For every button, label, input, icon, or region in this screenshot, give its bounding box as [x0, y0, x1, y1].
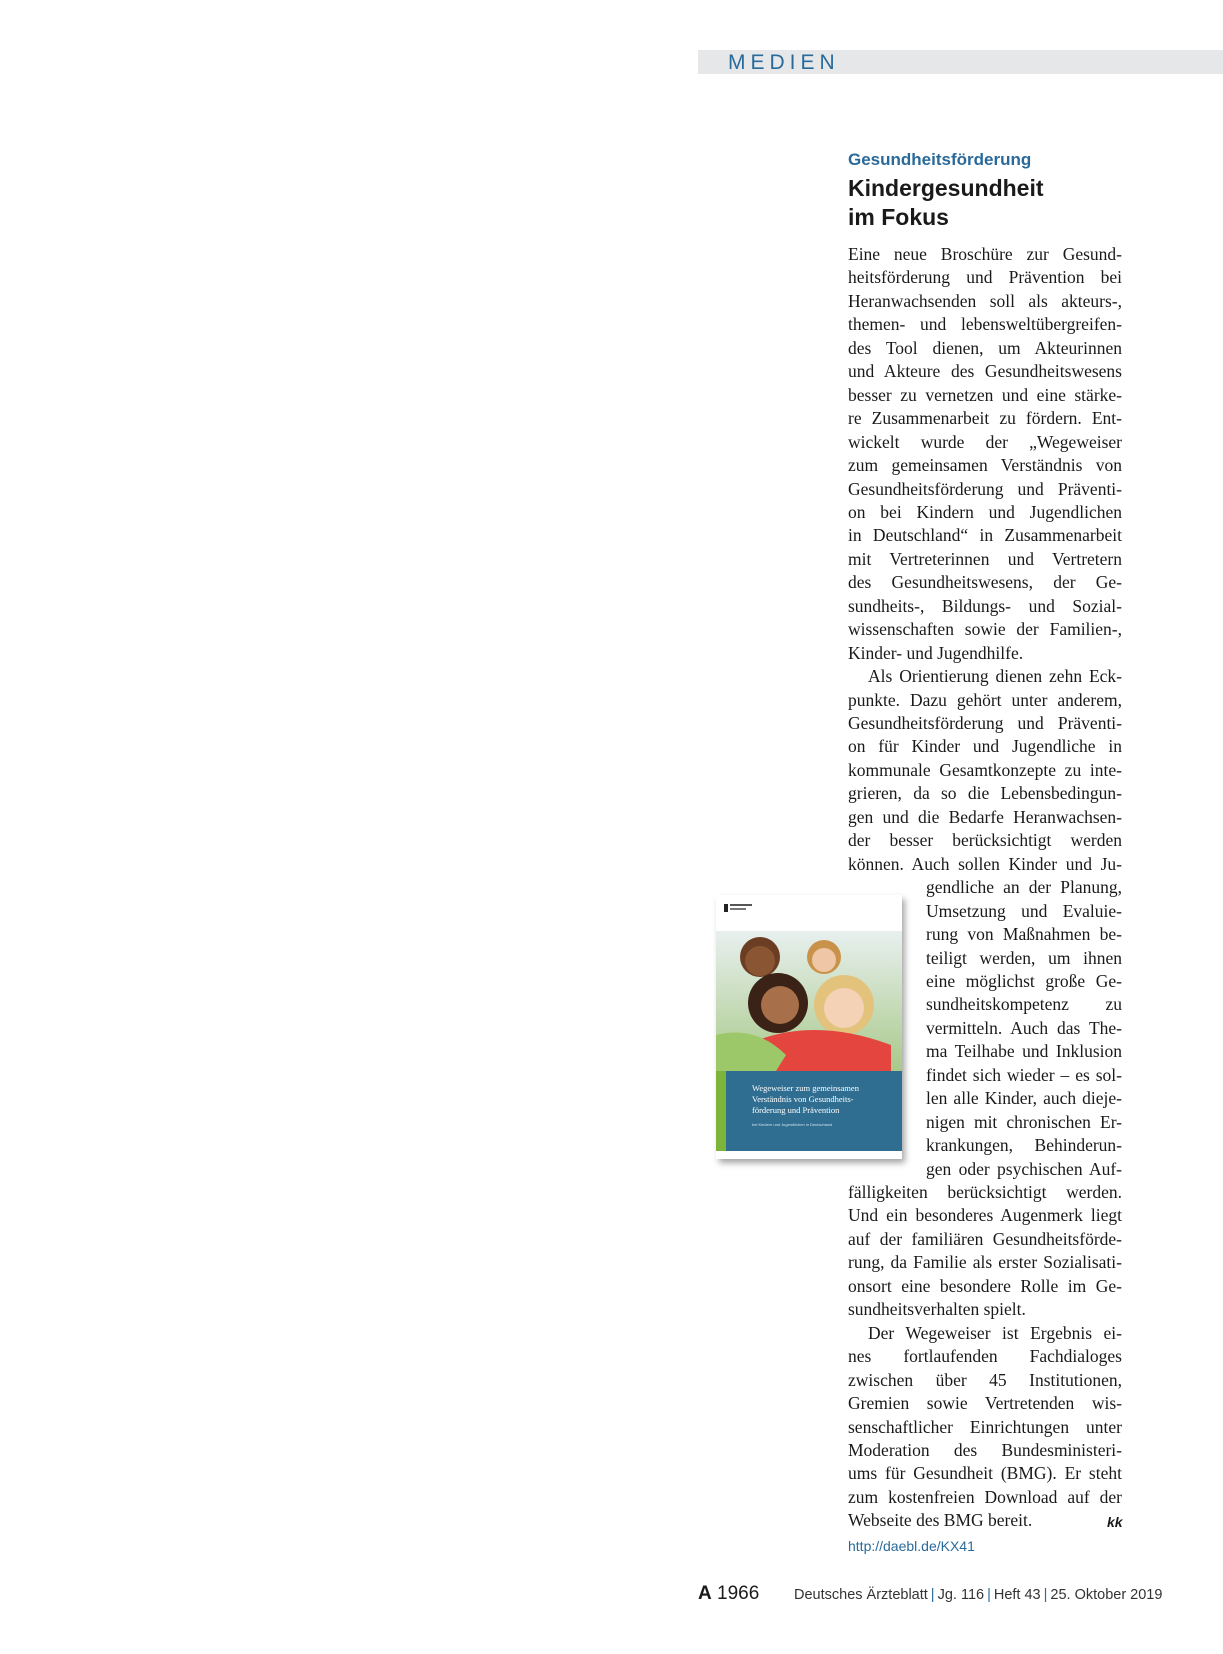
body-text-line: zwischen über 45 Institutionen,	[848, 1369, 1122, 1390]
body-text-line: nigen mit chronischen Er-	[926, 1111, 1122, 1132]
brochure-subtitle: bei Kindern und Jugendlichen in Deutschland	[752, 1122, 833, 1127]
body-text-line: Moderation des Bundesministeri-	[848, 1439, 1122, 1460]
body-text-line: und Akteure des Gesundheitswesens	[848, 361, 1122, 382]
body-text-line: teiligt werden, um ihnen	[926, 947, 1122, 968]
body-text-line: Gesundheitsförderung und Präventi-	[848, 713, 1122, 733]
body-text-line: gen und die Bedarfe Heranwachsen-	[848, 806, 1122, 827]
body-text-line: rung von Maßnahmen be-	[926, 924, 1122, 945]
body-text-line: senschaftlicher Einrichtungen unter	[848, 1416, 1122, 1437]
body-text-line: fälligkeiten berücksichtigt werden.	[848, 1182, 1122, 1202]
body-text-line: themen- und lebensweltübergreifen-	[848, 314, 1122, 335]
article-kicker: Gesundheitsförderung	[848, 150, 1032, 169]
headline-line: Kindergesundheit	[848, 175, 1044, 201]
body-text-line: besser zu vernetzen und eine stärke-	[848, 384, 1122, 405]
body-text-line: der besser berücksichtigt werden	[848, 830, 1122, 851]
body-text-line: sundheits-, Bildungs- und Sozial-	[848, 595, 1122, 616]
article-headline	[848, 174, 1044, 232]
body-text-line: Kinder- und Jugendhilfe.	[848, 642, 1024, 663]
body-text-line: sundheitskompetenz zu	[926, 994, 1122, 1015]
body-text-line: können. Auch sollen Kinder und Ju-	[848, 853, 1122, 874]
body-text-line: mit Vertreterinnen und Vertretern	[848, 548, 1122, 569]
body-text-line: nes fortlaufenden Fachdialoges	[848, 1346, 1122, 1367]
body-text-line: des Gesundheitswesens, der Ge-	[848, 572, 1122, 593]
body-text-line: heitsförderung und Prävention bei	[848, 267, 1122, 288]
body-text-line: wissenschaften sowie der Familien-,	[848, 619, 1122, 640]
body-text-line: ma Teilhabe und Inklusion	[926, 1041, 1122, 1062]
page-number: A 1966	[698, 1583, 760, 1604]
body-text-line: wickelt wurde der „Wegeweiser	[848, 431, 1122, 452]
body-text-line: Webseite des BMG bereit.	[848, 1510, 1033, 1531]
journal-name: Deutsches Ärzteblatt	[794, 1587, 928, 1603]
section-label: MEDIEN	[728, 51, 840, 74]
article-link[interactable]: http://daebl.de/KX41	[848, 1538, 975, 1554]
brochure-title-line: Wegeweiser zum gemeinsamen	[752, 1083, 859, 1093]
headline-line: im Fokus	[848, 204, 949, 230]
body-text-line: zum gemeinsamen Verständnis von	[848, 455, 1122, 476]
body-text-line: vermitteln. Auch das The-	[926, 1017, 1122, 1038]
body-text-line: grieren, da so die Lebensbedingun-	[848, 783, 1122, 804]
journal-issue: Heft 43	[993, 1587, 1041, 1603]
journal-date: 25. Oktober 2019	[1050, 1587, 1163, 1603]
body-text-line: zum kostenfreien Download auf der	[848, 1486, 1122, 1507]
body-text-line: in Deutschland“ in Zusammenarbeit	[848, 525, 1122, 546]
journal-volume: Jg. 116	[937, 1587, 985, 1603]
body-text-line: Heranwachsenden soll als akteurs-,	[848, 290, 1122, 311]
body-text-line: findet sich wieder – es sol-	[926, 1064, 1122, 1085]
body-text-line: re Zusammenarbeit zu fördern. Ent-	[848, 408, 1122, 429]
journal-citation: Deutsches Ärzteblatt | Jg. 116 | Heft 43 | 25. Oktober 2019	[794, 1587, 1163, 1603]
body-text-line: ums für Gesundheit (BMG). Er steht	[848, 1463, 1122, 1484]
body-text-line: on für Kinder und Jugendliche in	[848, 736, 1122, 757]
body-text-line: eine möglichst große Ge-	[926, 970, 1122, 991]
author-signoff: kk	[1107, 1514, 1123, 1530]
body-text-line: onsort eine besondere Rolle im Ge-	[848, 1275, 1122, 1296]
body-text-line: krankungen, Behinderun-	[926, 1135, 1122, 1156]
body-text-line: Umsetzung und Evaluie-	[926, 900, 1122, 921]
body-text-line: auf der familiären Gesundheitsförde-	[848, 1228, 1122, 1249]
body-text-line: sundheitsverhalten spielt.	[848, 1299, 1026, 1320]
body-text-line: Gesundheitsförderung und Präventi-	[848, 478, 1122, 499]
brochure-cover-image	[716, 895, 902, 1159]
body-text-line: Und ein besonderes Augenmerk liegt	[848, 1205, 1122, 1226]
brochure-title-line: Verständnis von Gesundheits-	[752, 1094, 854, 1104]
body-text-line: on bei Kindern und Jugendlichen	[848, 501, 1122, 522]
body-text-line: des Tool dienen, um Akteurinnen	[848, 337, 1122, 358]
body-text-line: rung, da Familie als erster Sozialisati-	[848, 1252, 1122, 1273]
body-text-line: Als Orientierung dienen zehn Eck-	[868, 666, 1122, 687]
body-text-line: punkte. Dazu gehört unter anderem,	[848, 689, 1122, 710]
body-text-line: Der Wegeweiser ist Ergebnis ei-	[868, 1322, 1122, 1343]
body-text-line: Eine neue Broschüre zur Gesund-	[848, 244, 1122, 264]
brochure-title-line: förderung und Prävention	[752, 1105, 840, 1115]
body-text-line: len alle Kinder, auch dieje-	[926, 1088, 1122, 1109]
body-text-line: gendliche an der Planung,	[926, 877, 1122, 898]
body-text-line: kommunale Gesamtkonzepte zu inte-	[848, 759, 1122, 780]
body-text-line: gen oder psychischen Auf-	[926, 1158, 1122, 1179]
section-header-bar	[698, 50, 1223, 74]
body-text-line: Gremien sowie Vertretenden wis-	[848, 1393, 1122, 1414]
